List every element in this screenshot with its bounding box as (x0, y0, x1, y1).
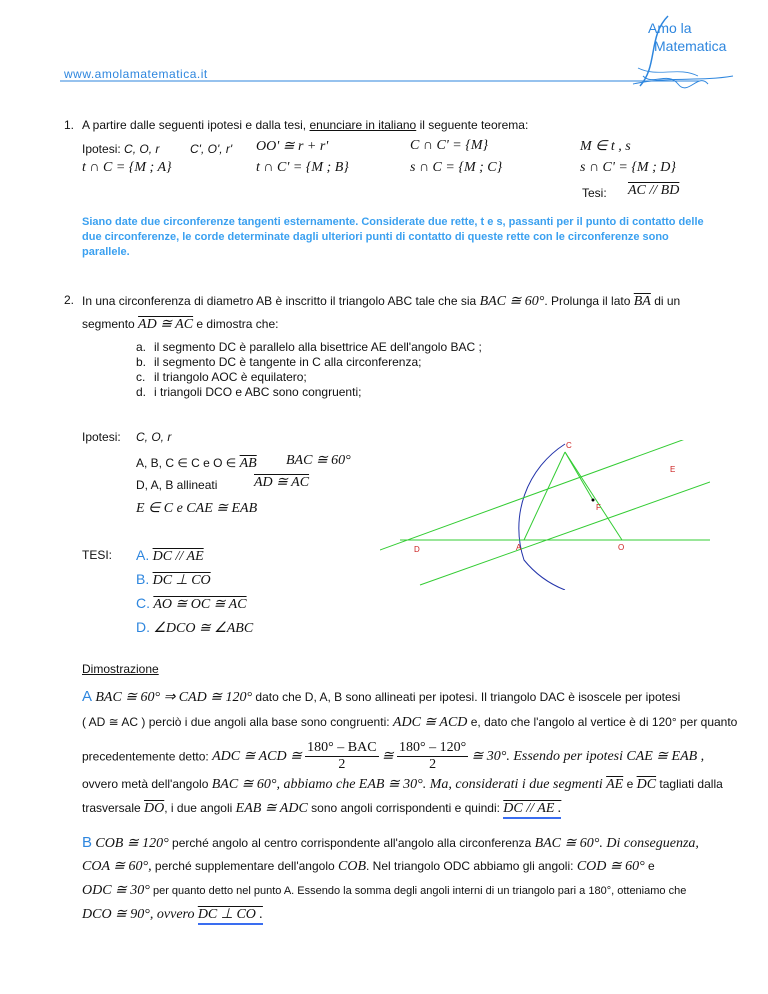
q2-hyp3b: AD ≅ AC (254, 475, 310, 490)
q2-intro-ba: $\overline{BA}$ (633, 294, 651, 309)
list-item: b. il segmento DC è tangente in C alla circonferenza; (136, 355, 422, 369)
proof-b-line2: COA ≅ 60°, perché supplementare dell'angolo COB. Nel triangolo ODC abbiamo gli angoli: COD ≅ 60° e (82, 859, 655, 874)
proof-a-line5: trasversale $\overline{DO}$, i due angoli EAB ≅ ADC sono angoli corrispondenti e quindi: DC // AE . (82, 800, 561, 817)
logo-line2: Matematica (654, 38, 727, 54)
q2-tesi-label: TESI: (82, 548, 113, 562)
q1-intro-pre: A partire dalle seguenti ipotesi e dalla tesi, (82, 118, 310, 132)
proof-a-line3: precedentemente detto: ADC ≅ ACD ≅ 180° – BAC 2 ≅ $\frac{180^\circ - 120^\circ}{2}$ ≅ 30°. Essendo per ipotesi CAE ≅ EAB , (82, 740, 705, 772)
label-a: A (516, 543, 522, 552)
proof-a-line4: ovvero metà dell'angolo BAC ≅ 60°, abbiamo che EAB ≅ 30°. Ma, considerati i due segmenti $\overline{AE}$ e $\overline{DC}$ tagliati dalla (82, 777, 723, 792)
q1-row2-c: s ∩ C = {M ; C} (410, 160, 503, 175)
q2-intro-row1 (82, 293, 680, 310)
segment-cf (565, 452, 593, 500)
list-item: B. DC ⊥ CO (136, 571, 211, 588)
q1-intro-post: il seguente teorema: (416, 118, 529, 132)
list-item: a. il segmento DC è parallelo alla bisettrice AE dell'angolo BAC ; (136, 340, 482, 354)
q2-intro-b: . Prolunga il lato (544, 294, 631, 308)
proof-b-line4: DCO ≅ 90°, ovvero DC ⊥ CO . (82, 906, 263, 923)
q2-hyp3a: D, A, B allineati (136, 478, 218, 492)
label-o: O (618, 543, 625, 552)
q1-hyp-label (82, 142, 159, 156)
q1-row2-d: s ∩ C' = {M ; D} (580, 160, 676, 175)
q1-hyp-c2: C', O', r' (190, 142, 233, 156)
q2-hyp2 (136, 456, 257, 472)
q1-hyp-oo: OO' ≅ r + r' (256, 139, 329, 154)
q2-number: 2. (64, 293, 75, 307)
site-url[interactable]: www.amolamatematica.it (64, 67, 208, 81)
q1-hyp-c1: C, O, r (124, 142, 160, 156)
q2-hyp4: E ∈ C e CAE ≅ EAB (136, 501, 258, 516)
list-item: A. DC // AE (136, 547, 204, 564)
logo-line1: Amo la (648, 20, 692, 36)
logo (628, 6, 738, 96)
proof-a-line1: A BAC ≅ 60° ⇒ CAD ≅ 120° dato che D, A, B sono allineati per ipotesi. Il triangolo DAC è isoscele per ipotesi (82, 688, 681, 705)
q2-intro-d: segmento (82, 317, 135, 331)
proof-a-line2: ( AD ≅ AC ) perciò i due angoli alla base sono congruenti: ADC ≅ ACD e, dato che l'angolo al vertice è di 120° per quanto (82, 715, 738, 730)
q2-intro-ad: AD ≅ AC (138, 317, 194, 332)
q2-tesi-list (136, 544, 253, 640)
list-item: C. AO ≅ OC ≅ AC (136, 595, 247, 612)
q1-hyp-mts: M ∈ t , s (580, 139, 631, 154)
q2-hyp2c: BAC ≅ 60° (286, 453, 351, 468)
geometry-figure (380, 440, 710, 590)
proof-title: Dimostrazione (82, 662, 159, 676)
label-d: D (414, 545, 420, 554)
q2-intro-row2 (82, 316, 278, 333)
q1-intro-underlined: enunciare in italiano (309, 118, 417, 132)
q2-hyp2a: A, B, C ∈ C e O ∈ (136, 456, 237, 470)
header-rule (60, 78, 700, 84)
q1-row2-b: t ∩ C' = {M ; B} (256, 160, 349, 175)
q1-thesis: AC // BD (628, 183, 680, 198)
q1-number: 1. (64, 118, 75, 132)
q1-row2-a: t ∩ C = {M ; A} (82, 160, 172, 175)
q2-items (136, 340, 482, 400)
label-c: C (566, 441, 572, 450)
q2-intro-c: di un (654, 294, 681, 308)
q2-intro-e: e dimostra che: (196, 317, 279, 331)
q2-intro-a: In una circonferenza di diametro AB è inscritto il triangolo ABC tale che sia (82, 294, 477, 308)
proof-b-line3: ODC ≅ 30° per quanto detto nel punto A. Essendo la somma degli angoli interni di un triangolo pari a 180°, otteniamo che (82, 883, 687, 898)
q1-answer: Siano date due circonferenze tangenti esternamente. Considerate due rette, t e s, passanti per il punto di contatto delle due circonferenze, le corde determinate dagli ulteriori punti di contatto di queste rette con le circonferenze sono parallele. (82, 216, 704, 258)
q2-hyp1: C, O, r (136, 430, 172, 444)
q2-hyp-label: Ipotesi: (82, 430, 121, 444)
q1-intro (82, 118, 528, 132)
q1-hyp-cc: C ∩ C' = {M} (410, 138, 489, 153)
label-f: F (596, 503, 601, 512)
list-item: d. i triangoli DCO e ABC sono congruenti; (136, 385, 362, 399)
q1-hyp-label-text: Ipotesi: (82, 142, 121, 156)
proof-b-line1: B COB ≅ 120° perché angolo al centro corrispondente all'angolo alla circonferenza BAC ≅ 60°. Di conseguenza, (82, 834, 699, 851)
q1-thesis-label: Tesi: (582, 186, 607, 200)
list-item: D. ∠DCO ≅ ∠ABC (136, 619, 254, 636)
segment-ac (524, 452, 565, 540)
list-item: c. il triangolo AOC è equilatero; (136, 370, 307, 384)
q2-intro-angle: BAC ≅ 60° (479, 294, 545, 309)
line-ae (420, 482, 710, 585)
q2-hyp2b: $\overline{AB}$ (239, 456, 257, 471)
label-e: E (670, 465, 676, 474)
